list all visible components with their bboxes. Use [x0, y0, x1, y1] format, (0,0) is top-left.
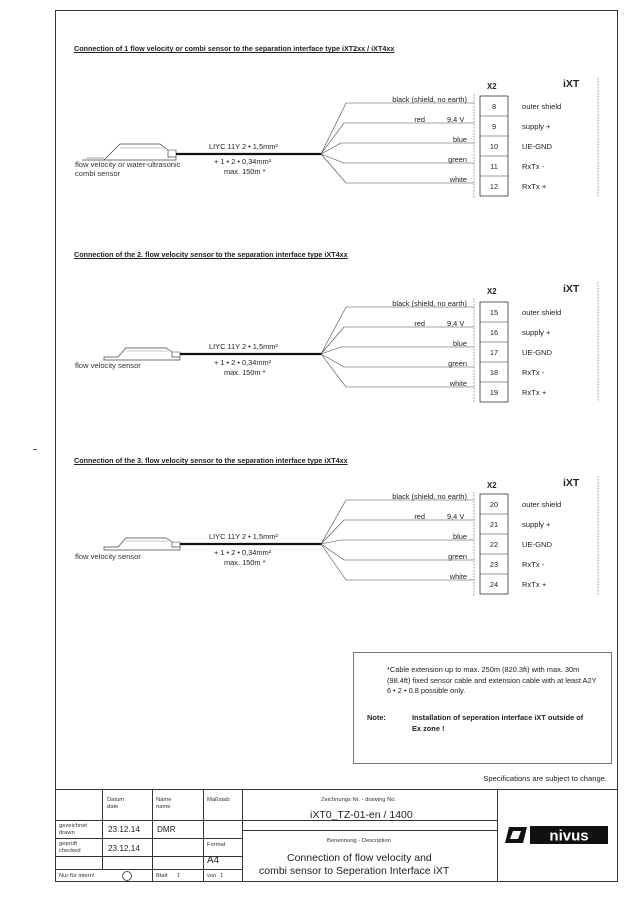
terminal-number: 11 — [490, 162, 498, 171]
signal-label-ue-gnd: UE-GND — [522, 540, 552, 549]
drawn-name: DMR — [157, 825, 176, 834]
signal-label-outer-shield: outer shield — [522, 308, 562, 317]
row-drawn-header: gezeichnet drawn — [59, 823, 88, 836]
terminal-number: 17 — [489, 348, 499, 357]
ixt-header: iXT — [563, 283, 580, 295]
drawing-sheet — [55, 10, 618, 882]
sensor-icon — [104, 348, 180, 360]
wire-label-blue: blue — [453, 339, 467, 348]
nivus-logo — [505, 823, 610, 847]
cable-type-label: LIYC 11Y 2 • 1,5mm² — [209, 142, 278, 151]
sensor-label: flow velocity sensor — [75, 361, 141, 370]
cable-type-label: LIYC 11Y 2 • 1,5mm² — [209, 532, 278, 541]
wire-label-green: green — [448, 552, 467, 561]
sheet-label: Blatt — [156, 873, 168, 879]
terminal-number: 22 — [489, 540, 499, 549]
ixt-header: iXT — [563, 477, 580, 489]
description-label: Benennung - Description — [327, 838, 391, 844]
terminal-number: 12 — [489, 182, 499, 191]
terminal-number: 24 — [489, 580, 499, 589]
format-value: A4 — [207, 855, 220, 866]
note-box — [353, 652, 612, 764]
wire-label-white: white — [449, 572, 467, 581]
svg-text:nivus: nivus — [549, 827, 589, 845]
checked-date: 23.12.14 — [108, 844, 140, 853]
signal-label-outer-shield: outer shield — [522, 102, 562, 111]
note-label: Note: — [367, 713, 386, 722]
margin-mark — [33, 449, 37, 450]
of-value: 1 — [220, 873, 224, 879]
terminal-number: 15 — [489, 308, 499, 317]
terminal-number: 23 — [489, 560, 499, 569]
terminal-number: 20 — [489, 500, 499, 509]
cable-cores-label: + 1 • 2 • 0,34mm² — [214, 548, 272, 557]
format-label: Format — [207, 842, 226, 848]
col-massstab-header: Maßstab — [207, 797, 230, 803]
drawing-number: iXT0_TZ-01-en / 1400 — [310, 809, 413, 821]
fan-wire-red — [321, 123, 474, 154]
terminal-number: 8 — [491, 102, 497, 111]
fan-wire-blue — [321, 143, 474, 154]
drawing-no-label: Zeichnungs Nr. - drawing No. — [321, 797, 397, 803]
terminal-number: 9 — [491, 122, 497, 131]
col-name-header: Name name — [156, 797, 172, 810]
wire-label-black: black (shield, no earth) — [392, 299, 467, 308]
voltage-label: 9,4 V — [447, 319, 465, 328]
cable-length-label: max. 150m * — [224, 368, 266, 377]
connection-section-2 — [56, 250, 619, 430]
signal-label-rxtx-minus: RxTx - — [522, 560, 545, 569]
wire-label-blue: blue — [453, 135, 467, 144]
signal-label-ue-gnd: UE-GND — [522, 142, 552, 151]
terminal-number: 16 — [489, 328, 499, 337]
wiring-diagram — [56, 250, 619, 430]
sensor-icon — [104, 538, 180, 550]
internal-label: Nur für intern! — [59, 873, 95, 879]
x2-header: X2 — [487, 82, 497, 91]
wire-label-green: green — [448, 155, 467, 164]
of-label: von — [207, 873, 217, 879]
connection-section-3 — [56, 456, 619, 636]
signal-label-supply: supply + — [522, 122, 551, 131]
wire-label-red: red — [414, 512, 425, 521]
wire-label-red: red — [414, 319, 425, 328]
drawn-date: 23.12.14 — [108, 825, 140, 834]
ixt-header: iXT — [563, 78, 580, 90]
wire-label-black: black (shield, no earth) — [392, 95, 467, 104]
cable-cores-label: + 1 • 2 • 0,34mm² — [214, 157, 272, 166]
sheet-value: 1 — [177, 873, 181, 879]
row-checked-header: geprüft checked — [59, 841, 81, 854]
signal-label-rxtx-minus: RxTx - — [522, 368, 545, 377]
signal-label-rxtx-minus: RxTx - — [522, 162, 545, 171]
col-datum-header: Datum date — [107, 797, 125, 810]
terminal-number: 19 — [489, 388, 499, 397]
section-title: Connection of the 2. flow velocity sensor to the separation interface type iXT4xx — [74, 250, 348, 259]
internal-checkbox[interactable] — [122, 871, 132, 881]
sensor-icon — [82, 144, 176, 160]
sensor-label: flow velocity or water-ultrasonic combi sensor — [75, 160, 181, 178]
signal-label-supply: supply + — [522, 520, 551, 529]
description-line-1: Connection of flow velocity and — [287, 852, 432, 864]
wire-label-black: black (shield, no earth) — [392, 492, 467, 501]
connection-section-1 — [56, 44, 619, 224]
x2-header: X2 — [487, 287, 497, 296]
wire-label-red: red — [414, 115, 425, 124]
signal-label-ue-gnd: UE-GND — [522, 348, 552, 357]
cable-length-label: max. 150m * — [224, 167, 266, 176]
spec-note: Specifications are subject to change. — [483, 774, 607, 783]
fan-wire-black — [321, 103, 474, 154]
x2-header: X2 — [487, 481, 497, 490]
description-line-2: combi sensor to Seperation Interface iXT — [259, 865, 450, 877]
signal-label-rxtx-plus: RxTx + — [522, 580, 547, 589]
voltage-label: 9,4 V — [447, 512, 465, 521]
terminal-number: 18 — [489, 368, 499, 377]
voltage-label: 9,4 V — [447, 115, 465, 124]
terminal-number: 21 — [489, 520, 499, 529]
cable-extension-note: *Cable extension up to max. 250m (820.3ft) with max. 30m (98.4ft) fixed sensor cable and extension cable with at least A2Y 6 • 2 • 0.8 possible only. — [387, 665, 597, 695]
title-block — [56, 789, 617, 882]
cable-cores-label: + 1 • 2 • 0,34mm² — [214, 358, 272, 367]
terminal-number: 10 — [489, 142, 499, 151]
wire-label-green: green — [448, 359, 467, 368]
section-title: Connection of the 3. flow velocity sensor to the separation interface type iXT4xx — [74, 456, 348, 465]
signal-label-supply: supply + — [522, 328, 551, 337]
signal-label-rxtx-plus: RxTx + — [522, 388, 547, 397]
section-title: Connection of 1 flow velocity or combi sensor to the separation interface type iXT2xx / iXT4xx — [74, 44, 395, 53]
wire-label-blue: blue — [453, 532, 467, 541]
wiring-diagram — [56, 44, 619, 224]
cable-type-label: LIYC 11Y 2 • 1,5mm² — [209, 342, 278, 351]
note-text: Installation of seperation interface iXT outside of Ex zone ! — [412, 713, 584, 733]
cable-length-label: max. 150m * — [224, 558, 266, 567]
wire-label-white: white — [449, 379, 467, 388]
wire-label-white: white — [449, 175, 467, 184]
signal-label-outer-shield: outer shield — [522, 500, 562, 509]
sensor-label: flow velocity sensor — [75, 552, 141, 561]
signal-label-rxtx-plus: RxTx + — [522, 182, 547, 191]
